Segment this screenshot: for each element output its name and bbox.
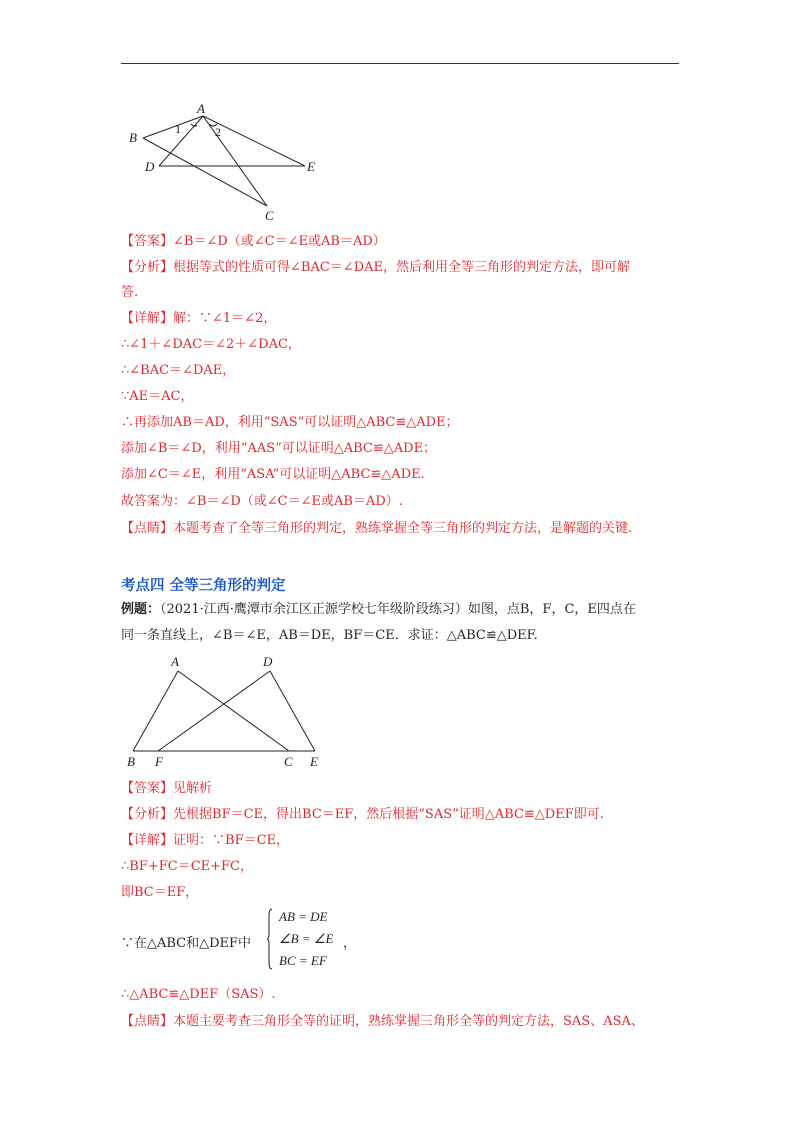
segment-ae <box>203 116 305 166</box>
example-line2: 同一条直线上，∠B＝∠E，AB＝DE，BF＝CE．求证：△ABC≌△DEF. <box>121 628 538 643</box>
q2-conclusion: ∴△ABC≌△DEF（SAS）. <box>121 987 276 1002</box>
label-b: B <box>127 754 135 769</box>
q1-detail-line6: 添加∠B＝∠D，利用“AAS”可以证明△ABC≌△ADE； <box>121 441 437 456</box>
q2-detail-line3: 即BC＝EF， <box>121 885 199 900</box>
q2-analysis: 【分析】先根据BF＝CE，得出BC＝EF，然后根据“SAS”证明△ABC≌△DEF即可. <box>121 807 604 822</box>
segment-ab <box>133 671 178 751</box>
q1-detail-line7: 添加∠C＝∠E，利用“ASA”可以证明△ABC≌△ADE. <box>121 467 425 482</box>
segment-bc <box>143 138 267 206</box>
section-title: 考点四 全等三角形的判定 <box>121 578 286 594</box>
segment-df <box>158 671 270 751</box>
q2-detail-line1: 【详解】证明：∵BF＝CE， <box>121 833 290 848</box>
q1-analysis-line2: 答. <box>121 285 139 300</box>
segment-ac <box>178 671 289 751</box>
q1-answer: 【答案】∠B＝∠D（或∠C＝∠E或AB＝AD） <box>121 234 386 249</box>
label-b: B <box>129 130 137 145</box>
q1-analysis-line1: 【分析】根据等式的性质可得∠BAC＝∠DAE，然后利用全等三角形的判定方法，即可解 <box>121 260 630 275</box>
label-d: D <box>263 654 273 669</box>
system-row: ∠B = ∠E <box>279 931 334 946</box>
label-f: F <box>155 754 163 769</box>
system-prefix: ∵在△ABC和△DEF中 <box>121 936 252 951</box>
q1-detail-line3: ∴∠BAC＝∠DAE， <box>121 363 236 378</box>
label-c: C <box>284 754 293 769</box>
label-d: D <box>145 159 155 174</box>
q1-detail-line8: 故答案为：∠B＝∠D（或∠C＝∠E或AB＝AD）. <box>121 494 403 509</box>
segment-de <box>270 671 315 751</box>
segment-ac <box>203 116 267 206</box>
label-1: 1 <box>175 122 181 136</box>
segment-ab <box>143 116 203 138</box>
q1-detail-line4: ∵AE＝AC， <box>121 389 194 404</box>
system-rows <box>279 906 333 972</box>
example-line1: 例题：（2021·江西·鹰潭市余江区正源学校七年级阶段练习）如图，点B，F，C，E四点在 <box>121 602 636 617</box>
label-e: E <box>310 754 318 769</box>
q1-detail-line1: 【详解】解：∵∠1＝∠2， <box>121 311 277 326</box>
brace-icon <box>267 908 273 970</box>
q2-answer: 【答案】见解析 <box>121 781 213 796</box>
label-2: 2 <box>215 125 221 139</box>
system-suffix: ， <box>343 936 357 951</box>
q1-comment: 【点睛】本题考查了全等三角形的判定，熟练掌握全等三角形的判定方法，是解题的关键. <box>121 521 633 536</box>
label-e: E <box>307 159 315 174</box>
figure-triangles-1 <box>125 100 325 225</box>
q1-detail-line2: ∴∠1＋∠DAC＝∠2＋∠DAC， <box>121 337 301 352</box>
label-c: C <box>265 208 274 223</box>
figure-triangles-2 <box>125 652 335 770</box>
system-row: BC = EF <box>279 953 327 968</box>
q2-detail-line2: ∴BF+FC＝CE+FC， <box>121 859 253 874</box>
header-rule <box>121 63 679 64</box>
q1-detail-line5: ∴再添加AB＝AD，利用“SAS”可以证明△ABC≌△ADE； <box>121 415 459 430</box>
system-row: AB = DE <box>279 909 328 924</box>
q2-comment: 【点睛】本题主要考查三角形全等的证明，熟练掌握三角形全等的判定方法，SAS、ASA、 <box>121 1014 644 1029</box>
label-a: A <box>171 654 179 669</box>
label-a: A <box>197 101 205 116</box>
